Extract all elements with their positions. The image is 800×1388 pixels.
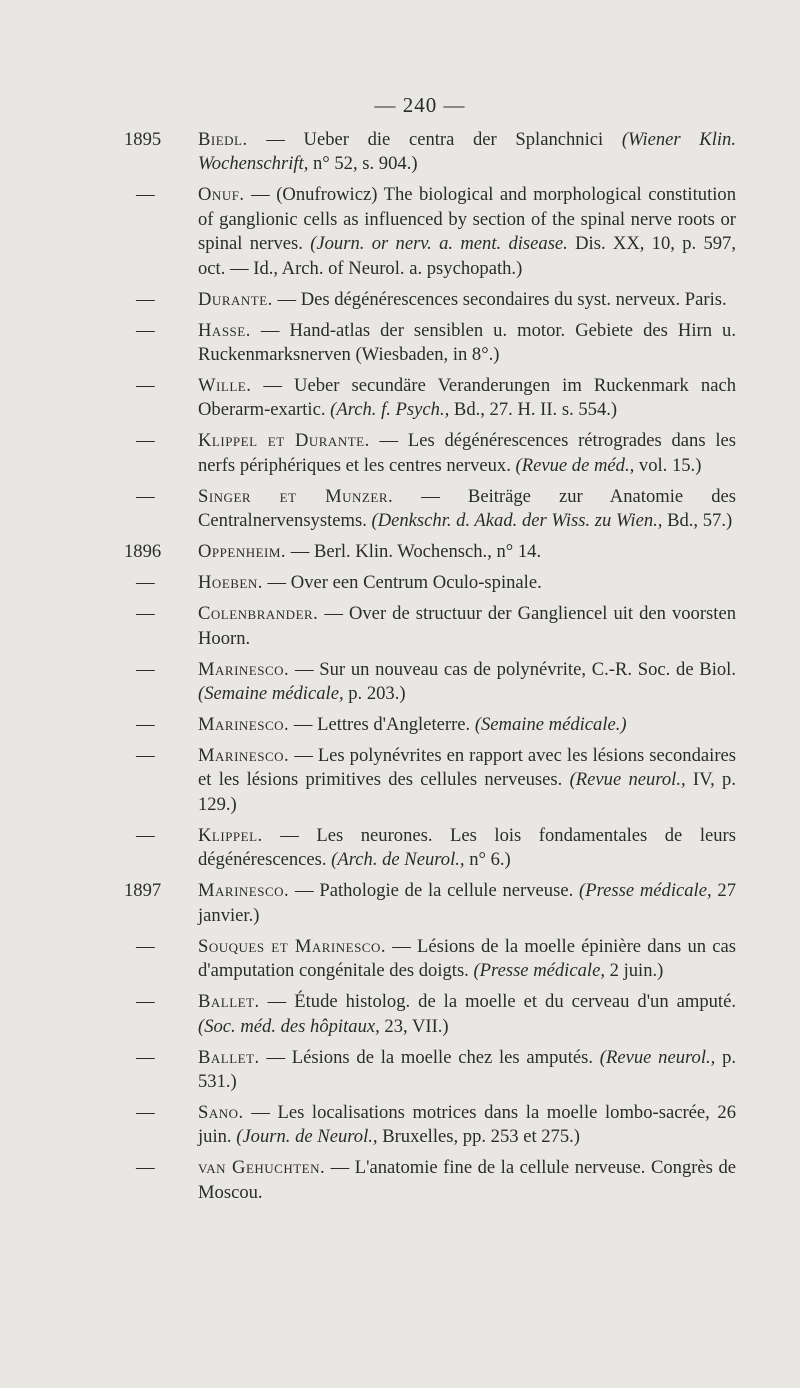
- entry-title: — Ueber die centra der Splanchnici: [247, 129, 622, 150]
- entry-source: (Revue de méd.,: [515, 454, 635, 476]
- bibliography-entry: [124, 713, 736, 737]
- entry-source: (Wiener Klin. Wochenschrift,: [198, 129, 736, 175]
- entry-reference: p. 203.): [343, 683, 406, 705]
- entry-author: Ballet.: [198, 991, 260, 1013]
- entry-title: — Lésions de la moelle épinière dans un cas d'amputation congénitale des doigts.: [198, 935, 736, 982]
- entry-year: —: [136, 485, 155, 507]
- entry-year: —: [136, 288, 155, 310]
- entry-title: — Berl. Klin. Wochensch., n° 14.: [286, 541, 542, 563]
- bibliography-entry: [124, 128, 736, 177]
- entry-author: Marinesco.: [198, 714, 290, 736]
- entry-title: — Hand-atlas der sensiblen u. motor. Gebiete des Hirn u. Ruckenmarksnerven (Wiesbaden, in 8°.): [198, 319, 736, 366]
- entry-title: — (Onufrowicz) The biological and morphological constitution of ganglionic cells as influenced by section of the spinal nerve roots or spinal nerves.: [198, 184, 736, 255]
- entry-author: Klippel.: [198, 824, 263, 846]
- entry-author: Souques et Marinesco.: [198, 935, 387, 957]
- entry-author: Durante.: [198, 288, 273, 310]
- entry-source: (Revue neurol.,: [599, 1046, 716, 1068]
- bibliography-list: [124, 128, 736, 1212]
- entry-year: —: [136, 184, 155, 206]
- entry-year: 1896: [124, 541, 162, 563]
- entry-title: — Les localisations motrices dans la moelle lombo-sacrée, 26 juin.: [198, 1101, 736, 1148]
- bibliography-entry: [124, 183, 736, 281]
- entry-title: — Étude histolog. de la moelle et du cerveau d'un amputé.: [259, 991, 736, 1013]
- entry-source: (Arch. f. Psych.,: [330, 399, 450, 421]
- entry-title: — Over de structuur der Gangliencel uit den voorsten Hoorn.: [198, 603, 736, 649]
- entry-source: (Soc. méd. des hôpitaux,: [198, 1015, 380, 1037]
- bibliography-entry: [124, 571, 736, 595]
- entry-year: —: [136, 714, 155, 736]
- bibliography-entry: [124, 288, 736, 312]
- entry-year: —: [136, 430, 155, 452]
- entry-reference: Bd., 27. H. II. s. 554.): [449, 399, 618, 421]
- bibliography-entry: [124, 485, 736, 534]
- entry-year: 1895: [124, 129, 162, 150]
- entry-year: —: [136, 1046, 155, 1068]
- entry-reference: Bruxelles, pp. 253 et 275.): [377, 1126, 580, 1148]
- entry-reference: p. 531.): [198, 1046, 737, 1092]
- entry-author: Onuf.: [198, 184, 245, 206]
- entry-title: — Ueber secundäre Veranderungen im Ruckenmark nach Oberarm-exartic.: [198, 375, 736, 421]
- entry-author: Colenbrander.: [198, 603, 319, 625]
- entry-year: —: [136, 658, 155, 680]
- bibliography-entry: [124, 935, 736, 984]
- entry-reference: 27 janvier.): [198, 880, 736, 926]
- entry-year: —: [136, 745, 155, 767]
- entry-author: Biedl.: [198, 129, 248, 150]
- entry-reference: Bd., 57.): [662, 510, 733, 532]
- entry-source: (Journ. de Neurol.,: [236, 1126, 378, 1148]
- entry-source: (Semaine médicale,: [198, 683, 344, 705]
- entry-author: Marinesco.: [198, 745, 290, 767]
- bibliography-entry: [124, 744, 736, 817]
- entry-title: — L'anatomie fine de la cellule nerveuse. Congrès de Moscou.: [198, 1157, 736, 1203]
- bibliography-entry: [124, 540, 736, 564]
- entry-reference: n° 52, s. 904.): [308, 153, 418, 175]
- bibliography-entry: [124, 824, 736, 873]
- entry-year: 1897: [124, 880, 162, 902]
- bibliography-entry: [124, 602, 736, 651]
- entry-reference: Dis. XX, 10, p. 597, oct. — Id., Arch. of Neurol. a. psychopath.): [198, 233, 736, 279]
- entry-year: —: [136, 603, 155, 625]
- entry-reference: 23, VII.): [379, 1015, 449, 1037]
- entry-year: —: [136, 375, 155, 397]
- entry-source: (Presse médicale,: [579, 880, 712, 902]
- entry-title: — Sur un nouveau cas de polynévrite, C.-R. Soc. de Biol.: [289, 658, 736, 680]
- entry-year: —: [136, 1157, 155, 1179]
- entry-author: Klippel et Durante.: [198, 430, 370, 452]
- entry-title: — Les polynévrites en rapport avec les lésions secondaires et les lésions primitives des cellules nerveuses.: [198, 745, 736, 791]
- entry-author: Marinesco.: [198, 880, 290, 902]
- entry-author: Wille.: [198, 375, 252, 397]
- page-number: — 240 —: [374, 93, 466, 117]
- entry-title: — Les neurones. Les lois fondamentales de leurs dégénérescences.: [198, 824, 736, 871]
- entry-source: (Journ. or nerv. a. ment. disease.: [310, 233, 568, 255]
- bibliography-entry: [124, 319, 736, 368]
- entry-author: Sano.: [198, 1101, 244, 1123]
- bibliography-entry: [124, 429, 736, 478]
- entry-title: — Des dégénérescences secondaires du syst. nerveux. Paris.: [272, 288, 727, 310]
- entry-title: — Beiträge zur Anatomie des Centralnervensystems.: [198, 485, 737, 532]
- entry-author: Hoeben.: [198, 572, 263, 594]
- entry-reference: IV, p. 129.): [198, 769, 737, 815]
- entry-source: (Revue neurol.,: [569, 769, 686, 791]
- entry-title: — Lettres d'Angleterre.: [289, 714, 475, 736]
- entry-reference: 2 juin.): [604, 960, 664, 982]
- entry-title: — Over een Centrum Oculo-spinale.: [262, 572, 542, 594]
- entry-reference: vol. 15.): [634, 454, 702, 476]
- entry-author: van Gehuchten.: [198, 1157, 326, 1179]
- bibliography-entry: [124, 1046, 736, 1095]
- entry-year: —: [136, 1101, 155, 1123]
- bibliography-entry: [124, 658, 736, 707]
- entry-author: Hasse.: [198, 319, 251, 341]
- entry-year: —: [136, 824, 155, 846]
- entry-source: (Semaine médicale.): [474, 714, 627, 736]
- entry-source: (Arch. de Neurol.,: [331, 849, 465, 871]
- entry-author: Singer et Munzer.: [198, 485, 394, 507]
- entry-reference: n° 6.): [464, 849, 511, 871]
- entry-year: —: [136, 935, 155, 957]
- entry-year: —: [136, 572, 155, 594]
- bibliography-entry: [124, 879, 736, 928]
- entry-author: Ballet.: [198, 1046, 260, 1068]
- bibliography-entry: [124, 1156, 736, 1205]
- entry-title: — Les dégénérescences rétrogrades dans les nerfs périphériques et les centres nerveux.: [198, 430, 736, 476]
- entry-year: —: [136, 991, 155, 1013]
- bibliography-entry: [124, 1101, 736, 1150]
- entry-author: Marinesco.: [198, 658, 290, 680]
- bibliography-entry: [124, 990, 736, 1039]
- entry-title: — Pathologie de la cellule nerveuse.: [289, 880, 580, 902]
- entry-source: (Presse médicale,: [473, 960, 605, 982]
- bibliography-entry: [124, 374, 736, 423]
- entry-title: — Lésions de la moelle chez les amputés.: [259, 1046, 600, 1068]
- entry-year: —: [136, 319, 155, 341]
- entry-source: (Denkschr. d. Akad. der Wiss. zu Wien.,: [371, 510, 663, 532]
- entry-author: Oppenheim.: [198, 541, 287, 563]
